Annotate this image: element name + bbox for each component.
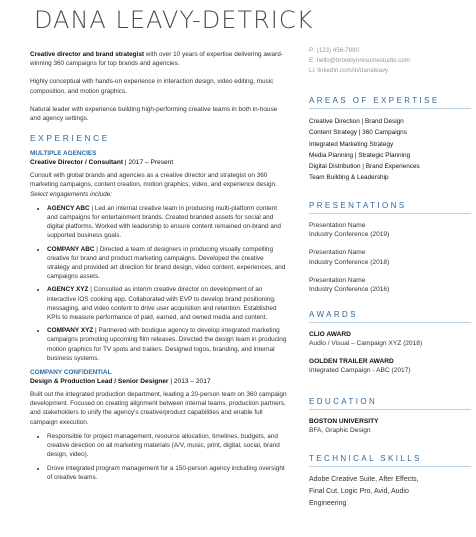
expertise-heading: AREAS OF EXPERTISE <box>309 96 440 105</box>
contact-email[interactable] <box>309 56 471 66</box>
phone-label: P: <box>309 47 315 54</box>
section-divider <box>309 409 471 410</box>
education-heading: EDUCATION <box>309 396 378 406</box>
bullet-label: AGENCY XYZ <box>47 286 89 294</box>
job-company: MULTIPLE AGENCIES <box>30 150 97 158</box>
section-divider <box>309 213 471 214</box>
list-item: Team Building & Leadership <box>309 174 389 182</box>
list-item: Digital Distribution | Brand Experiences <box>309 163 420 171</box>
bullet-text: Directed a team of designers in producing visually compelling creative for brand and product marketing campaigns. Developed the creative strategy and provided art direction for brand design, video content, experiences, and campaigns assets. <box>47 245 286 281</box>
bullet-text: Consulted as interim creative director on development of an interactive iOS cooking app. Collaborated with EVP to develop brand positioning, messaging, and video content to drive user acquisition and retention. Established KPIs to measure performance of paid, earned, and owned media and content. <box>47 286 277 322</box>
job-description: Built out the integrated production department, leading a 20-person team on 360 campaign development. Focused on creating alignment between internal teams, production partners, and stakeholders to unify the agency's creative/product capabilities and enable full campaign execution. <box>30 391 287 426</box>
award-name: CLIO AWARD <box>309 330 351 338</box>
list-item: Creative Direction | Brand Design <box>309 118 404 125</box>
degree: BFA, Graphic Design <box>309 427 371 435</box>
presentation-detail: Industry Conference (2018) <box>309 258 390 266</box>
award-detail: Audio / Visual – Campaign XYZ (2018) <box>309 339 423 347</box>
technical-skills-list <box>309 474 471 510</box>
linkedin-label: Li: <box>309 67 316 74</box>
presentation-detail: Industry Conference (2019) <box>309 231 390 239</box>
linkedin-link[interactable]: linkedin.com/in/danaleavy <box>317 67 389 74</box>
contact-block <box>309 46 471 76</box>
email-link[interactable]: hello@brooklynresumestudio.com <box>316 57 410 64</box>
intro-summary <box>30 50 288 123</box>
list-item: • AGENCY ABC | Led an internal creative team in producing multi-platform content and campaigns for entertainment brands. Created branded assets for social and digital platforms. Worked with leadership to ensure content remained on-brand and supported business goals. <box>47 204 288 241</box>
intro-bold-lead: Creative director and brand strategist <box>30 51 144 58</box>
candidate-name: DANA LEAVY-DETRICK <box>34 6 314 34</box>
section-divider <box>309 466 471 467</box>
awards-heading: AWARDS <box>309 309 358 319</box>
right-column <box>309 46 471 510</box>
award-name: GOLDEN TRAILER AWARD <box>309 358 394 366</box>
bullet-text: Partnered with boutique agency to develop integrated marketing campaigns promoting upcoming film releases. Directed the design team in producing motion graphics for TV spots and trailers. Designed logos, branding, and internal business systems. <box>47 327 287 362</box>
contact-phone <box>309 46 471 56</box>
list-item: Content Strategy | 360 Campaigns <box>309 129 407 137</box>
presentation-item <box>309 221 471 240</box>
experience-heading: EXPERIENCE <box>30 133 110 144</box>
bullet-text: Led an internal creative team in producing multi-platform content and campaigns for entertainment brands. Created branded assets for social and digital platforms. Worked with leadership to ensure content remained on-brand and supported business goals. <box>47 204 281 240</box>
contact-linkedin[interactable] <box>309 66 471 76</box>
school-name: BOSTON UNIVERSITY <box>309 417 379 425</box>
job-bullets <box>30 432 288 482</box>
list-item: Integrated Marketing Strategy <box>309 140 394 148</box>
job-description-italic: Select engagements include: <box>30 190 113 198</box>
job-dates: 2013 – 2017 <box>173 378 211 386</box>
job-company: COMPANY CONFIDENTIAL <box>30 369 112 377</box>
list-item: • Responsible for project management, resource allocation, timelines, budgets, and creative direction on all marketing materials (A/V, music, print, digital, social, brand design, video). <box>47 432 288 460</box>
list-item: • COMPANY ABC | Directed a team of designers in producing visually compelling creative for brand and product marketing campaigns. Developed the creative strategy and provided art direction for brand design, video content, experiences, and campaigns assets. <box>47 245 288 282</box>
job-description-text: Consult with global brands and agencies as a creative director and strategist on 360 marketing campaigns, content creation, motion graphics, video, and experience design. <box>30 172 277 189</box>
job-company-confidential <box>30 369 288 482</box>
list-item: Media Planning | Strategic Planning <box>309 151 411 159</box>
presentation-name: Presentation Name <box>309 276 366 284</box>
job-role: Creative Director / Consultant <box>30 159 124 167</box>
job-role: Design & Production Lead / Senior Designer <box>30 378 169 386</box>
bullet-label: AGENCY ABC <box>47 204 90 212</box>
bullet-label: COMPANY XYZ <box>47 327 94 335</box>
presentation-name: Presentation Name <box>309 221 366 229</box>
job-bullets <box>30 204 288 363</box>
list-item: Engineering <box>309 500 347 508</box>
intro-paragraph-2: Highly conceptual with hands-on experience in interaction design, video editing, music composition, and motion graphics. <box>30 78 274 95</box>
bullet-label: COMPANY ABC <box>47 245 95 253</box>
presentation-detail: Industry Conference (2016) <box>309 286 390 294</box>
award-item <box>309 330 471 349</box>
job-role-line: Creative Director / Consultant | 2017 – Present <box>30 159 174 167</box>
education-item <box>309 417 471 436</box>
technical-skills-heading: TECHNICAL SKILLS <box>309 454 422 464</box>
phone-value: (123) 456-7890 <box>316 47 359 54</box>
presentations-heading: PRESENTATIONS <box>309 200 407 210</box>
list-item: • AGENCY XYZ | Consulted as interim creative director on development of an interactive iOS cooking app. Collaborated with EVP to develop brand positioning, messaging, and video content to drive user acquisition and retention. Established KPIs to measure performance of paid, earned, and owned media and content. <box>47 285 288 322</box>
section-divider <box>309 322 471 323</box>
list-item: • COMPANY XYZ | Partnered with boutique agency to develop integrated marketing campaigns promoting upcoming film releases. Directed the design team in producing motion graphics for TV spots and trailers. Designed logos, branding, and internal business systems. <box>47 326 288 363</box>
presentation-name: Presentation Name <box>309 249 366 257</box>
left-column <box>30 50 288 488</box>
list-item: • Drove integrated program management for a 150-person agency including oversight of creative teams. <box>47 464 288 482</box>
list-item: Adobe Creative Suite, After Effects, <box>309 476 419 484</box>
job-dates: 2017 – Present <box>128 159 174 167</box>
email-label: E: <box>309 57 315 64</box>
presentation-item <box>309 276 471 295</box>
intro-paragraph-3: Natural leader with experience building high-performing creative teams in both in-house and agency settings. <box>30 105 278 123</box>
intro-rest: with over 10 years of expertise delivering award-winning 360 campaigns for top brands and agencies. <box>30 51 283 68</box>
job-role-line: Design & Production Lead / Senior Designer | 2013 – 2017 <box>30 378 211 386</box>
list-item: Final Cut, Logic Pro, Avid, Audio <box>309 488 409 496</box>
expertise-list <box>309 116 471 184</box>
presentation-item <box>309 248 471 267</box>
job-description <box>30 171 288 199</box>
section-divider <box>309 108 471 109</box>
award-item <box>309 357 471 376</box>
award-detail: Integrated Campaign - ABC (2017) <box>309 367 411 375</box>
job-multiple-agencies <box>30 150 288 363</box>
intro-paragraph-1 <box>30 50 288 68</box>
